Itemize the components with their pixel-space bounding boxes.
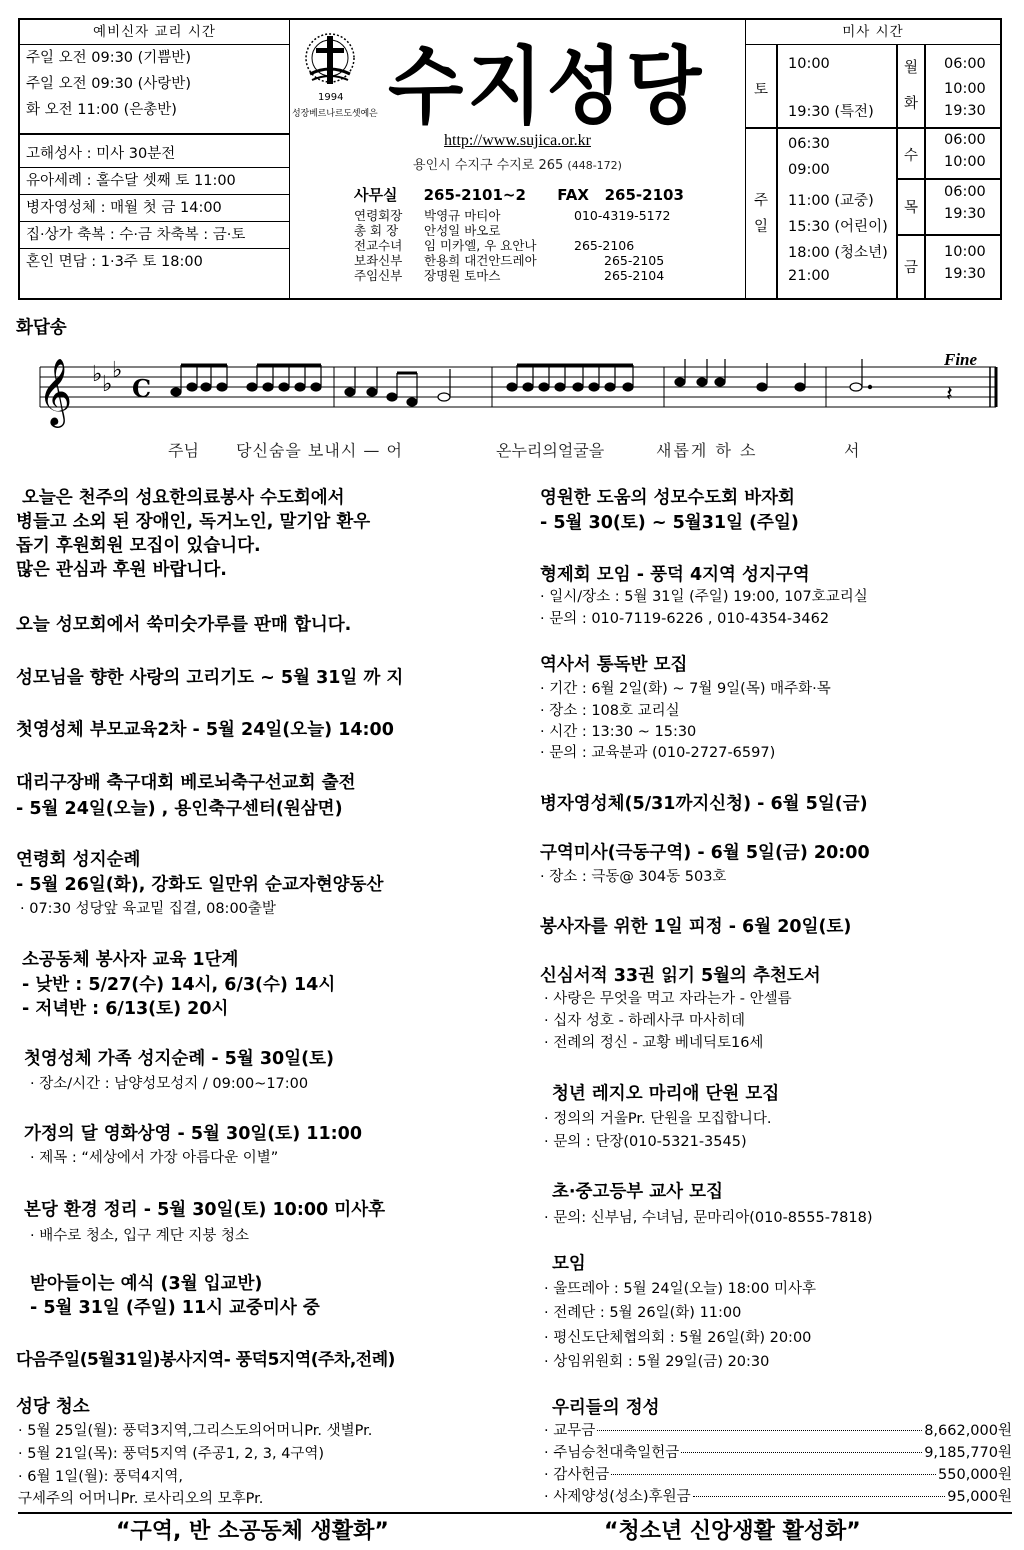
address <box>290 154 745 173</box>
offering-row: · 감사헌금 550,000원 <box>544 1467 1012 1483</box>
blessing-info: 집·상가 축복 : 수·금 차축복 : 금·토 <box>20 222 289 249</box>
announcement-detail: · 07:30 성당앞 육교밑 집결, 08:00출발 <box>20 901 276 917</box>
announcement-detail: · 문의: 신부님, 수녀님, 문마리아(010-8555-7818) <box>544 1210 873 1226</box>
announcement-detail: · 상임위원회 : 5월 29일(금) 20:30 <box>544 1354 770 1370</box>
staff-row: 주임신부 장명원 토마스 265-2104 <box>354 268 665 283</box>
weekday-label: 화 <box>904 96 919 112</box>
announcement-heading: 첫영성체 부모교육2차 - 5월 24일(오늘) 14:00 <box>16 720 394 740</box>
office-label: 사무실 <box>354 186 398 204</box>
offering-row: · 주님승천대축일헌금 9,185,770원 <box>544 1445 1012 1461</box>
lyric-1: 주님 <box>168 441 199 460</box>
staff-row: 전교수녀 임 미카엘, 우 요안나 265-2106 <box>354 238 635 253</box>
announcement-heading: 형제회 모임 - 풍덕 4지역 성지구역 <box>540 565 810 585</box>
mass-time: 06:00 <box>944 132 986 148</box>
mass-time: 19:30 <box>944 266 986 282</box>
announcement-detail: · 기간 : 6월 2일(화) ~ 7월 9일(목) 매주화·목 <box>540 681 831 697</box>
announcement-heading: 본당 환경 정리 - 5월 30일(토) 10:00 미사후 <box>24 1200 385 1220</box>
announcement-detail: · 배수로 청소, 입구 계단 지붕 청소 <box>30 1228 249 1244</box>
motto-left: “구역, 반 소공동체 생활화” <box>116 1519 389 1544</box>
fine-marker: Fine <box>944 350 978 369</box>
announcement-detail: · 일시/장소 : 5월 31일 (주일) 19:00, 107호교리실 <box>540 589 868 605</box>
announcement-heading: - 5월 26일(화), 강화도 일만위 순교자현양동산 <box>16 875 384 895</box>
offering-row: · 교무금 8,662,000원 <box>544 1423 1012 1439</box>
announcement-detail: · 장소/시간 : 남양성모성지 / 09:00~17:00 <box>30 1076 309 1092</box>
announcement-heading: 영원한 도움의 성모수도회 바자회 <box>540 488 795 508</box>
announcement-heading: 소공동체 봉사자 교육 1단계 <box>22 950 239 970</box>
announcement-heading: 성당 청소 <box>16 1397 90 1417</box>
announcement-detail: · 5월 25일(월): 풍덕3지역,그리스도의어머니Pr. 샛별Pr. <box>18 1423 373 1439</box>
announcement-heading: 오늘 성모회에서 쑥미숫가루를 판매 합니다. <box>16 615 352 635</box>
church-name: 수지성당 <box>388 38 706 137</box>
staff-row: 총 회 장 안성일 바오로 <box>354 223 501 238</box>
svg-text:𝄽: 𝄽 <box>946 382 953 407</box>
announcement-detail: · 십자 성호 - 하레사쿠 마사히데 <box>544 1013 745 1029</box>
offerings-heading: 우리들의 정성 <box>552 1398 660 1418</box>
announcement-heading: 신심서적 33권 읽기 5월의 추천도서 <box>540 966 821 986</box>
announcement-detail: 구세주의 어머니Pr. 로사리오의 모후Pr. <box>18 1491 264 1507</box>
announcement-detail: · 문의 : 단장(010-5321-3545) <box>544 1134 747 1150</box>
announcement-heading: 모임 <box>552 1254 586 1274</box>
announcement-heading: 받아들이는 예식 (3월 입교반) <box>30 1274 263 1294</box>
address-text: 용인시 수지구 수지로 265 <box>413 158 564 173</box>
mass-schedule-box <box>745 20 1000 298</box>
announcement-heading: 병자영성체(5/31까지신청) - 6월 5일(금) <box>540 794 868 814</box>
announcement-detail: · 장소 : 108호 교리실 <box>540 703 680 719</box>
announcement-heading: - 낮반 : 5/27(수) 14시, 6/3(수) 14시 <box>22 975 336 995</box>
mass-time: 10:00 <box>788 56 830 72</box>
confession-info: 고해성사 : 미사 30분전 <box>20 141 289 168</box>
announcement-detail: · 전례의 정신 - 교황 베네딕토16세 <box>544 1035 764 1051</box>
next-sunday-service: 다음주일(5월31일)봉사지역- 풍덕5지역(주차,전례) <box>16 1350 395 1370</box>
sunday-label: 주일 <box>754 193 769 235</box>
divider <box>924 44 926 300</box>
mass-time: 09:00 <box>788 162 830 178</box>
infant-baptism-info: 유아세례 : 홀수달 셋째 토 11:00 <box>20 168 289 195</box>
announcement-detail: · 정의의 거울Pr. 단원을 모집합니다. <box>544 1111 772 1127</box>
staff-row: 보좌신부 한용희 대건안드레아 265-2105 <box>354 253 665 268</box>
staff-list <box>354 208 671 283</box>
website-link[interactable]: http://www.sujica.or.kr <box>444 132 591 149</box>
svg-text:♭: ♭ <box>112 358 123 383</box>
announcement-detail: · 울뜨레아 : 5월 24일(오늘) 18:00 미사후 <box>544 1281 817 1297</box>
mass-time: 10:00 <box>944 244 986 260</box>
lyric-3: 온누리의얼굴을 <box>496 441 605 460</box>
announcement-detail: · 전례단 : 5월 26일(화) 11:00 <box>544 1305 742 1321</box>
announcement-heading: - 5월 24일(오늘) , 용인축구센터(원삼면) <box>16 799 343 819</box>
mass-time: 06:00 <box>944 56 986 72</box>
mass-time: 06:30 <box>788 136 830 152</box>
fax-label: FAX <box>557 186 589 204</box>
weekday-label: 월 <box>904 60 919 76</box>
weekday-label: 목 <box>904 200 919 216</box>
announcement-detail: · 5월 21일(목): 풍덕5지역 (주공1, 2, 3, 4구역) <box>18 1446 325 1462</box>
mass-title: 미사 시간 <box>746 20 1000 45</box>
divider <box>896 234 1001 236</box>
lyric-4: 새롭게 하 소 <box>656 441 758 460</box>
divider <box>746 127 896 129</box>
announcement-heading: 첫영성체 가족 성지순례 - 5월 30일(토) <box>24 1049 335 1069</box>
sick-communion-info: 병자영성체 : 매월 첫 금 14:00 <box>20 195 289 222</box>
divider <box>776 44 778 300</box>
marriage-info: 혼인 면담 : 1·3주 토 18:00 <box>26 253 203 270</box>
mass-time: 10:00 <box>944 81 986 97</box>
offering-row: · 사제양성(성소)후원금 95,000원 <box>544 1489 1012 1505</box>
mass-time: 10:00 <box>944 154 986 170</box>
announcement-detail: · 문의 : 교육분과 (010-2727-6597) <box>540 745 776 761</box>
announcement-heading: - 저녁반 : 6/13(토) 20시 <box>22 999 229 1019</box>
catechism-row: 주일 오전 09:30 (사랑반) <box>26 76 191 92</box>
catechism-title: 예비신자 교리 시간 <box>20 20 289 45</box>
mass-time: 11:00 (교중) <box>788 193 874 209</box>
announcement-heading: 역사서 통독반 모집 <box>540 655 688 675</box>
motto-right: “청소년 신앙생활 활성화” <box>604 1519 861 1544</box>
announcement-heading: 가정의 달 영화상영 - 5월 30일(토) 11:00 <box>24 1124 363 1144</box>
announcement-detail: · 평신도단체협의회 : 5월 26일(화) 20:00 <box>544 1330 812 1346</box>
svg-text:C: C <box>132 374 152 403</box>
logo-year: 1994 <box>318 92 344 103</box>
svg-text:♭: ♭ <box>92 362 103 387</box>
catechism-row: 주일 오전 09:30 (기쁨반) <box>26 50 191 66</box>
mass-time: 19:30 (특전) <box>788 104 874 120</box>
catechism-row: 화 오전 11:00 (은총반) <box>26 102 177 118</box>
weekday-label: 수 <box>904 148 919 164</box>
svg-text:♭: ♭ <box>102 372 113 397</box>
announcement-heading: - 5월 31일 (주일) 11시 교중미사 중 <box>30 1298 320 1318</box>
announcement-heading: 봉사자를 위한 1일 피정 - 6월 20일(토) <box>540 917 852 937</box>
music-staff <box>16 345 1000 435</box>
offerings-list <box>544 1420 1012 1508</box>
lyric-2: 당신숨을 보내시 — 어 <box>236 441 403 460</box>
announcement-detail: · 문의 : 010-7119-6226 , 010-4354-3462 <box>540 611 830 627</box>
divider <box>20 133 289 135</box>
mass-time: 06:00 <box>944 184 986 200</box>
mass-time: 21:00 <box>788 268 830 284</box>
announcement-heading: 연령회 성지순례 <box>16 850 141 870</box>
office-contact <box>354 184 684 205</box>
announcement-heading: 초·중고등부 교사 모집 <box>552 1182 723 1202</box>
divider <box>896 127 1001 129</box>
announcement-detail: · 시간 : 13:30 ~ 15:30 <box>540 724 697 740</box>
announcement-heading: 구역미사(극동구역) - 6월 5일(금) 20:00 <box>540 843 870 863</box>
announcement-detail: · 제목 : “세상에서 가장 아름다운 이별” <box>30 1150 279 1166</box>
staff-row: 연령회장 박영규 마티아 010-4319-5172 <box>354 208 671 223</box>
svg-text:𝄞: 𝄞 <box>38 357 73 425</box>
announcement-heading: 성모님을 향한 사랑의 고리기도 ~ 5월 31일 까 지 <box>16 668 404 688</box>
logo-caption: 성 장 베 르 나 르 도 셋 예 은 <box>292 109 377 119</box>
announcement-heading: 청년 레지오 마리애 단원 모집 <box>552 1084 780 1104</box>
divider <box>896 178 1001 180</box>
saturday-label: 토 <box>754 82 769 98</box>
divider <box>896 44 898 300</box>
psalm-title: 화답송 <box>16 318 67 338</box>
mass-time: 18:00 (청소년) <box>788 245 888 261</box>
church-logo <box>292 28 380 128</box>
announcement-detail: · 장소 : 극동@ 304동 503호 <box>540 869 727 885</box>
church-info <box>290 20 745 298</box>
postcode: (448-172) <box>567 159 622 172</box>
announcement-heading: - 5월 30(토) ~ 5월31일 (주일) <box>540 513 799 533</box>
office-phone: 265-2101~2 <box>423 186 526 204</box>
mass-time: 19:30 <box>944 206 986 222</box>
announcement-paragraph: 오늘은 천주의 성요한의료봉사 수도회에서 병들고 소외 된 장애인, 독거노인, 말기암 환우 돕기 후원회원 모집이 있습니다. 많은 관심과 후원 바랍니다. <box>16 488 371 580</box>
catechism-schedule-box <box>20 20 290 298</box>
fax-number: 265-2103 <box>604 186 684 204</box>
mass-time: 19:30 <box>944 103 986 119</box>
announcement-detail: · 6월 1일(월): 풍덕4지역, <box>18 1469 183 1485</box>
lyric-5: 서 <box>844 441 860 460</box>
announcement-heading: 대리구장배 축구대회 베로뇌축구선교회 출전 <box>16 773 356 793</box>
music-notation-icon <box>16 345 1000 435</box>
weekday-label: 금 <box>904 260 919 276</box>
mass-time: 15:30 (어린이) <box>788 219 888 235</box>
announcement-detail: · 사랑은 무엇을 먹고 자라는가 - 안셀름 <box>544 991 792 1007</box>
bulletin-header <box>18 18 1002 300</box>
